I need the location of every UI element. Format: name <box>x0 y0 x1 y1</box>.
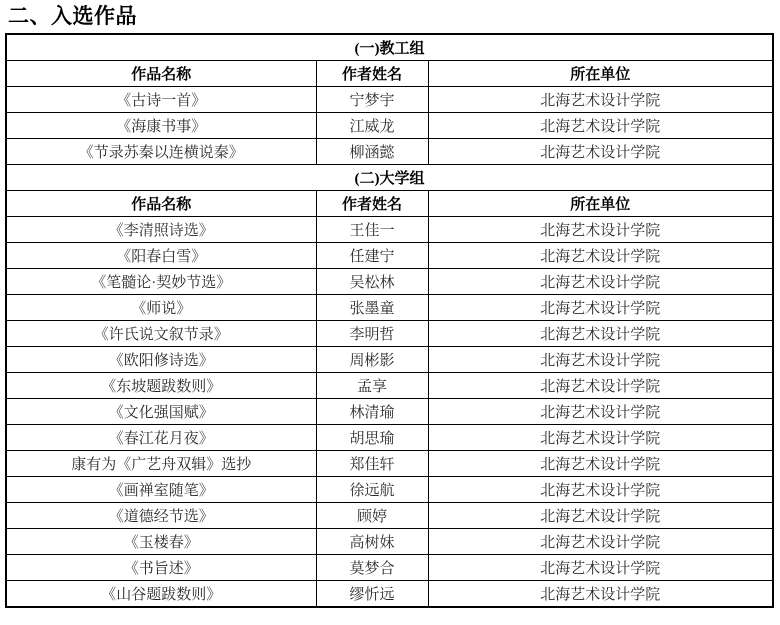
table-row <box>6 581 773 608</box>
table-row <box>6 269 773 295</box>
work-title-cell: 《书旨述》 <box>6 555 316 581</box>
work-title-cell: 《古诗一首》 <box>6 87 316 113</box>
table-row <box>6 347 773 373</box>
unit-cell: 北海艺术设计学院 <box>428 503 773 529</box>
work-title-cell: 《师说》 <box>6 295 316 321</box>
unit-cell: 北海艺术设计学院 <box>428 581 773 608</box>
author-name-cell: 周彬影 <box>316 347 428 373</box>
table-row <box>6 555 773 581</box>
unit-cell: 北海艺术设计学院 <box>428 113 773 139</box>
table-row <box>6 139 773 165</box>
author-name-cell: 林清瑜 <box>316 399 428 425</box>
column-header-row <box>6 61 773 87</box>
section-title: (二)大学组 <box>6 165 773 191</box>
author-name-cell: 王佳一 <box>316 217 428 243</box>
work-title-cell: 《玉楼春》 <box>6 529 316 555</box>
work-title-cell: 《春江花月夜》 <box>6 425 316 451</box>
column-header: 作者姓名 <box>316 191 428 217</box>
unit-cell: 北海艺术设计学院 <box>428 373 773 399</box>
unit-cell: 北海艺术设计学院 <box>428 139 773 165</box>
author-name-cell: 徐远航 <box>316 477 428 503</box>
author-name-cell: 缪忻远 <box>316 581 428 608</box>
table-row <box>6 243 773 269</box>
unit-cell: 北海艺术设计学院 <box>428 477 773 503</box>
author-name-cell: 莫梦合 <box>316 555 428 581</box>
author-name-cell: 胡思瑜 <box>316 425 428 451</box>
author-name-cell: 任建宁 <box>316 243 428 269</box>
table-row <box>6 321 773 347</box>
page-title: 二、入选作品 <box>8 5 137 28</box>
table-row <box>6 295 773 321</box>
work-title-cell: 《山谷题跋数则》 <box>6 581 316 608</box>
author-name-cell: 李明哲 <box>316 321 428 347</box>
author-name-cell: 吴松林 <box>316 269 428 295</box>
work-title-cell: 《海康书事》 <box>6 113 316 139</box>
unit-cell: 北海艺术设计学院 <box>428 217 773 243</box>
author-name-cell: 郑佳轩 <box>316 451 428 477</box>
column-header-row <box>6 191 773 217</box>
work-title-cell: 康有为《广艺舟双辑》选抄 <box>6 451 316 477</box>
author-name-cell: 孟享 <box>316 373 428 399</box>
table-row <box>6 425 773 451</box>
author-name-cell: 高树妹 <box>316 529 428 555</box>
unit-cell: 北海艺术设计学院 <box>428 451 773 477</box>
table-row <box>6 373 773 399</box>
author-name-cell: 江威龙 <box>316 113 428 139</box>
unit-cell: 北海艺术设计学院 <box>428 269 773 295</box>
table-row <box>6 451 773 477</box>
document-page <box>0 4 780 608</box>
selected-works-table <box>5 33 774 608</box>
work-title-cell: 《李清照诗选》 <box>6 217 316 243</box>
table-row <box>6 399 773 425</box>
table-row <box>6 503 773 529</box>
unit-cell: 北海艺术设计学院 <box>428 87 773 113</box>
work-title-cell: 《画禅室随笔》 <box>6 477 316 503</box>
section-header-row <box>6 34 773 61</box>
unit-cell: 北海艺术设计学院 <box>428 243 773 269</box>
work-title-cell: 《笔髓论·契妙节选》 <box>6 269 316 295</box>
unit-cell: 北海艺术设计学院 <box>428 347 773 373</box>
unit-cell: 北海艺术设计学院 <box>428 399 773 425</box>
unit-cell: 北海艺术设计学院 <box>428 295 773 321</box>
section-title: (一)教工组 <box>6 34 773 61</box>
work-title-cell: 《阳春白雪》 <box>6 243 316 269</box>
unit-cell: 北海艺术设计学院 <box>428 425 773 451</box>
work-title-cell: 《欧阳修诗选》 <box>6 347 316 373</box>
author-name-cell: 张墨童 <box>316 295 428 321</box>
work-title-cell: 《道德经节选》 <box>6 503 316 529</box>
unit-cell: 北海艺术设计学院 <box>428 529 773 555</box>
column-header: 作品名称 <box>6 191 316 217</box>
work-title-cell: 《文化强国赋》 <box>6 399 316 425</box>
table-row <box>6 87 773 113</box>
table-row <box>6 217 773 243</box>
author-name-cell: 顾婷 <box>316 503 428 529</box>
column-header: 作者姓名 <box>316 61 428 87</box>
table-row <box>6 477 773 503</box>
column-header: 作品名称 <box>6 61 316 87</box>
work-title-cell: 《节录苏秦以连横说秦》 <box>6 139 316 165</box>
table-row <box>6 529 773 555</box>
table-body <box>6 34 773 607</box>
section-header-row <box>6 165 773 191</box>
work-title-cell: 《许氏说文叙节录》 <box>6 321 316 347</box>
unit-cell: 北海艺术设计学院 <box>428 321 773 347</box>
unit-cell: 北海艺术设计学院 <box>428 555 773 581</box>
column-header: 所在单位 <box>428 61 773 87</box>
table-row <box>6 113 773 139</box>
column-header: 所在单位 <box>428 191 773 217</box>
author-name-cell: 宁梦宇 <box>316 87 428 113</box>
author-name-cell: 柳涵懿 <box>316 139 428 165</box>
work-title-cell: 《东坡题跋数则》 <box>6 373 316 399</box>
